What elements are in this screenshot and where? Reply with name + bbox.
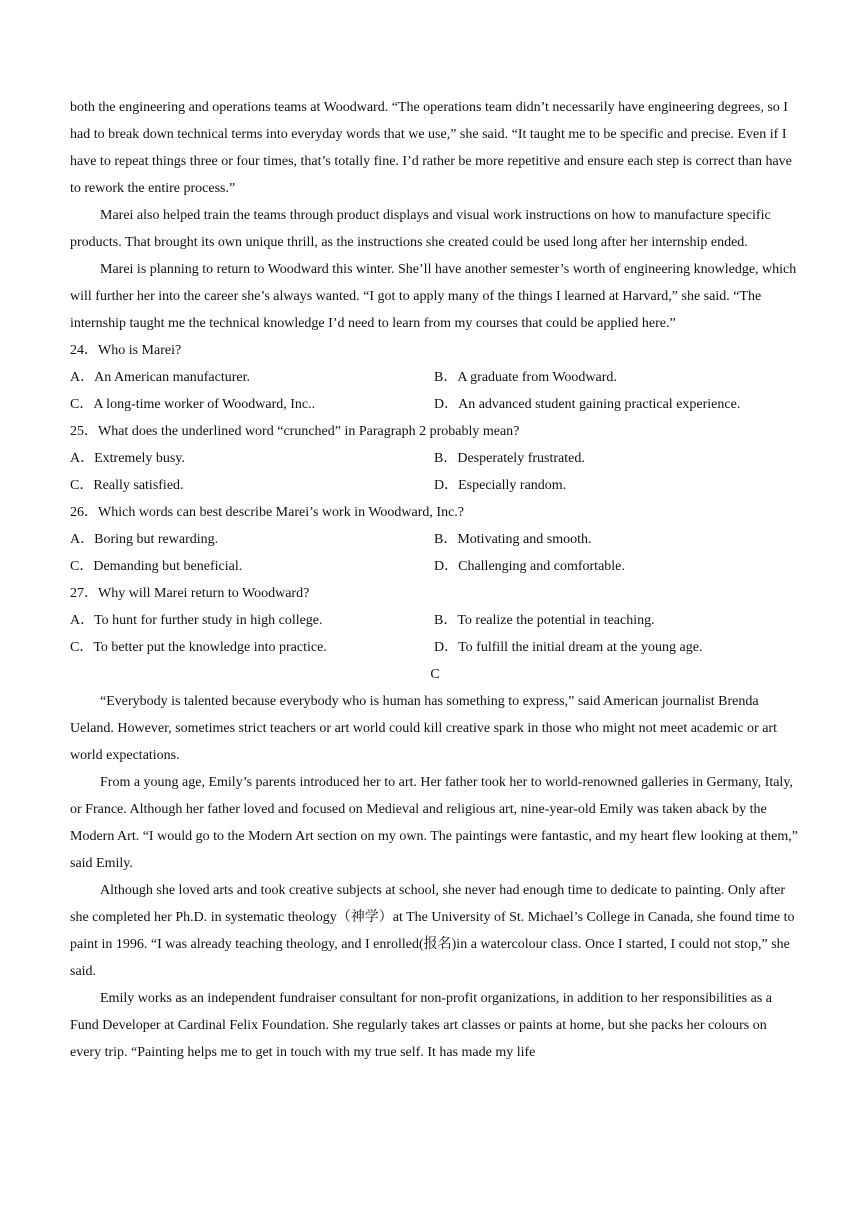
passage-c-paragraph-2: From a young age, Emily’s parents introduced her to art. Her father took her to world-renowned galleries in Germany, Italy, or France. Although her father loved and focused on Medieval and religious art, nine-year-old Emily was taken aback by the Modern Art. “I would go to the Modern Art section on my own. The paintings were fantastic, and my heart flew looking at them,” said Emily.	[70, 775, 798, 871]
option-d: D．An advanced student gaining practical experience.	[434, 397, 741, 412]
options-grid	[70, 445, 800, 499]
passage-c-paragraph-1: “Everybody is talented because everybody who is human has something to express,” said American journalist Brenda Ueland. However, sometimes strict teachers or art world could kill creative spark in those who might not meet academic or art world expectations.	[70, 694, 777, 763]
option-a: A．Boring but rewarding.	[70, 532, 219, 547]
option-b: B．A graduate from Woodward.	[434, 370, 617, 385]
question-stem: 24．Who is Marei?	[70, 343, 182, 358]
section-heading-c: C	[430, 667, 440, 682]
option-a: A．To hunt for further study in high college.	[70, 613, 323, 628]
option-c: C．A long-time worker of Woodward, Inc..	[70, 397, 316, 412]
passage-b-paragraph-2: Marei also helped train the teams through product displays and visual work instructions on how to manufacture specific products. That brought its own unique thrill, as the instructions she created could be used long after her internship ended.	[70, 208, 771, 250]
question-stem: 26．Which words can best describe Marei’s work in Woodward, Inc.?	[70, 505, 465, 520]
question-25	[70, 418, 800, 499]
option-d: D．Especially random.	[434, 478, 567, 493]
question-stem: 25．What does the underlined word “crunched” in Paragraph 2 probably mean?	[70, 424, 520, 439]
passage-c-paragraph-4: Emily works as an independent fundraiser consultant for non-profit organizations, in addition to her responsibilities as a Fund Developer at Cardinal Felix Foundation. She regularly takes art classes or paints at home, but she packs her colours on every trip. “Painting helps me to get in touch with my true self. It has made my life	[70, 991, 772, 1060]
question-26	[70, 499, 800, 580]
option-b: B．To realize the potential in teaching.	[434, 613, 655, 628]
option-b: B．Motivating and smooth.	[434, 532, 592, 547]
question-24	[70, 337, 800, 418]
option-d: D．To fulfill the initial dream at the young age.	[434, 640, 703, 655]
options-grid	[70, 364, 800, 418]
passage-b-paragraph-1: both the engineering and operations teams at Woodward. “The operations team didn’t necessarily have engineering degrees, so I had to break down technical terms into everyday words that we use,” she said. “It taught me to be specific and precise. Even if I have to repeat things three or four times, that’s totally fine. I’d rather be more repetitive and ensure each step is correct than have to rework the entire process.”	[70, 100, 792, 196]
document-page	[70, 94, 800, 1066]
option-a: A．Extremely busy.	[70, 451, 185, 466]
question-stem: 27．Why will Marei return to Woodward?	[70, 586, 310, 601]
passage-c-paragraph-3: Although she loved arts and took creative subjects at school, she never had enough time to dedicate to painting. Only after she completed her Ph.D. in systematic theology（神学）at The University of St. Michael’s College in Canada, she found time to paint in 1996. “I was already teaching theology, and I enrolled(报名)in a watercolour class. Once I started, I could not stop,” she said.	[70, 883, 795, 979]
option-c: C．Really satisfied.	[70, 478, 184, 493]
passage-b-paragraph-3: Marei is planning to return to Woodward this winter. She’ll have another semester’s worth of engineering knowledge, which will further her into the career she’s always wanted. “I got to apply many of the things I learned at Harvard,” she said. “The internship taught me the technical knowledge I’d need to learn from my courses that could be applied here.”	[70, 262, 797, 331]
option-c: C．To better put the knowledge into practice.	[70, 640, 327, 655]
option-d: D．Challenging and comfortable.	[434, 559, 625, 574]
option-a: A．An American manufacturer.	[70, 370, 250, 385]
question-27	[70, 580, 800, 661]
option-b: B．Desperately frustrated.	[434, 451, 585, 466]
options-grid	[70, 526, 800, 580]
options-grid	[70, 607, 800, 661]
option-c: C．Demanding but beneficial.	[70, 559, 243, 574]
